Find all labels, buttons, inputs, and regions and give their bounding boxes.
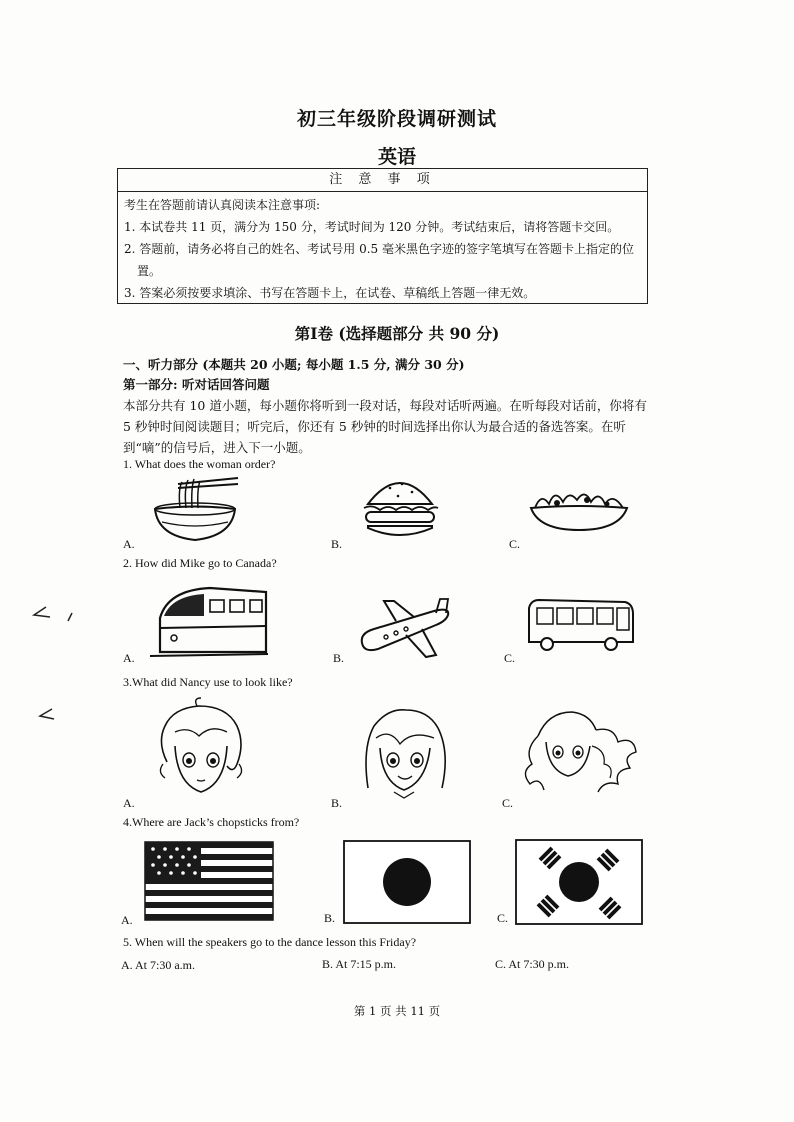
salad-icon bbox=[527, 486, 631, 532]
option-a[interactable]: A. bbox=[123, 796, 135, 810]
option-b[interactable]: B. bbox=[324, 911, 336, 925]
option-a[interactable]: A. At 7:30 a.m. bbox=[121, 958, 195, 972]
subject-title: 英语 bbox=[377, 146, 416, 168]
straight-hair-girl-icon bbox=[360, 708, 450, 798]
question-4: 4.Where are Jack’s chopsticks from? bbox=[123, 815, 300, 829]
notice-item: 2. 答题前，请务必将自己的姓名、考试号用 0.5 毫米黑色字迹的签字笔填写在答题卡上指定的位置。 bbox=[124, 242, 634, 278]
page-number: 第 1 页 共 11 页 bbox=[353, 1004, 441, 1018]
plane-icon bbox=[356, 597, 456, 659]
option-c[interactable]: C. bbox=[504, 651, 516, 665]
japan-flag-icon bbox=[344, 841, 470, 923]
hamburger-icon bbox=[360, 468, 440, 544]
noodles-icon bbox=[150, 474, 240, 544]
question-2: 2. How did Mike go to Canada? bbox=[123, 556, 277, 570]
notice-item: 1. 本试卷共 11 页，满分为 150 分，考试时间为 120 分钟。考试结束后，请将答题卡交回。 bbox=[124, 220, 620, 234]
option-b[interactable]: B. bbox=[333, 651, 345, 665]
notice-heading: 注 意 事 项 bbox=[118, 169, 647, 192]
sub1-title: 第一部分: 听对话回答问题 bbox=[123, 377, 270, 392]
notice-item: 3. 答案必须按要求填涂、书写在答题卡上，在试卷、草稿纸上答题一律无效。 bbox=[124, 286, 536, 300]
option-c[interactable]: C. bbox=[497, 911, 509, 925]
section-title: 第Ⅰ卷 (选择题部分 共 90 分) bbox=[294, 324, 500, 343]
question-5: 5. When will the speakers go to the dance lesson this Friday? bbox=[123, 935, 417, 949]
option-b[interactable]: B. bbox=[331, 537, 343, 551]
usa-flag-icon bbox=[145, 842, 273, 920]
exam-title: 初三年级阶段调研测试 bbox=[296, 108, 497, 130]
option-b[interactable]: B. bbox=[331, 796, 343, 810]
option-c[interactable]: C. bbox=[509, 537, 521, 551]
pen-mark-icon bbox=[32, 603, 78, 623]
option-a[interactable]: A. bbox=[121, 913, 133, 927]
option-a[interactable]: A. bbox=[123, 651, 135, 665]
part1-title: 一、听力部分 (本题共 20 小题; 每小题 1.5 分, 满分 30 分) bbox=[123, 357, 465, 372]
korea-flag-icon bbox=[516, 840, 642, 924]
long-wavy-hair-girl-icon bbox=[518, 706, 642, 796]
bus-icon bbox=[525, 598, 635, 652]
train-icon bbox=[150, 582, 270, 660]
option-c[interactable]: C. bbox=[502, 796, 514, 810]
option-c[interactable]: C. At 7:30 p.m. bbox=[495, 957, 570, 971]
notice-intro: 考生在答题前请认真阅读本注意事项: bbox=[124, 198, 321, 212]
instructions: 本部分共有 10 道小题，每小题你将听到一段对话，每段对话听两遍。在听每段对话前，你将有 5 秒钟时间阅读题目；听完后，你还有 5 秒钟的时间选择出你认为最合适的备选答案。在听到“嘀”的信号后，进入下一小题。 bbox=[123, 398, 647, 455]
curly-short-hair-girl-icon bbox=[153, 702, 249, 802]
pen-mark-icon bbox=[38, 707, 58, 723]
option-b[interactable]: B. At 7:15 p.m. bbox=[322, 957, 397, 971]
option-a[interactable]: A. bbox=[123, 537, 135, 551]
question-3: 3.What did Nancy use to look like? bbox=[123, 675, 293, 689]
question-1: 1. What does the woman order? bbox=[123, 457, 276, 471]
notice-box bbox=[117, 168, 648, 304]
